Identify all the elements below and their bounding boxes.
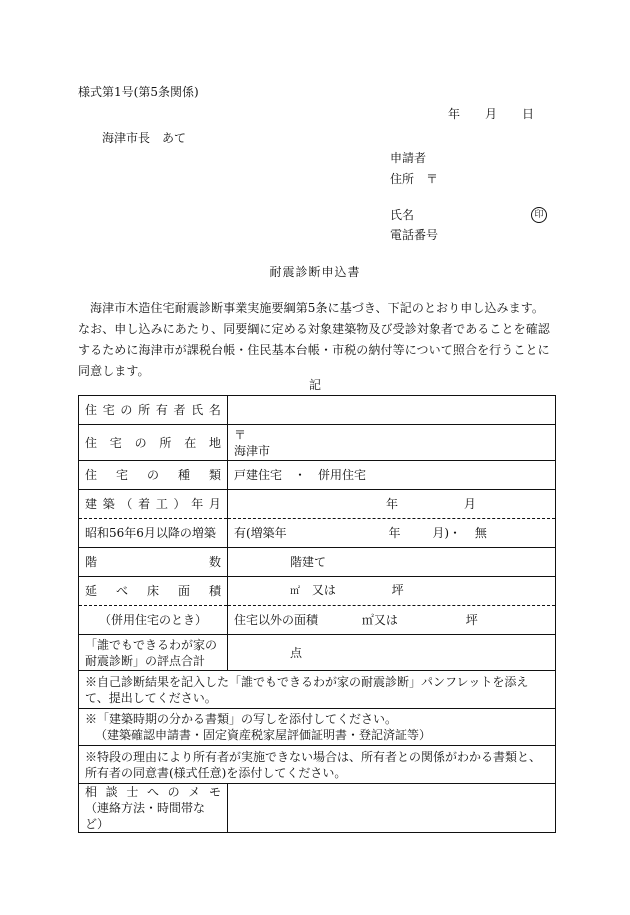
label-char: 面: [177, 584, 190, 598]
body-text: 海津市木造住宅耐震診断事業実施要綱第5条に基づき、下記のとおり申し込みます。なお、申し込みにあたり、同要綱に定める対象建築物及び受診対象者であることを確認するために海津市が課税台帳・住民基本台帳・市税の納付等について照合を行うことに同意します。: [78, 301, 550, 378]
label-char: 類: [208, 468, 221, 482]
mixed-label: （併用住宅のとき）: [79, 606, 228, 635]
row-note3: [79, 746, 556, 784]
applicant-postal-mark: 〒: [426, 172, 439, 186]
built-year-unit: 年: [386, 497, 399, 511]
score-value-cell[interactable]: [228, 635, 556, 671]
label-char: 宅: [115, 468, 128, 482]
application-table: [78, 395, 556, 833]
ki-heading: 記: [308, 378, 321, 392]
memo-label-line1: [85, 784, 221, 800]
label-char: 有: [155, 403, 168, 417]
owner-label-cell: [79, 396, 228, 425]
row-extension: [79, 519, 556, 548]
area-tsubo-unit: 坪: [391, 583, 404, 597]
built-label: [85, 496, 221, 512]
score-unit: 点: [290, 645, 303, 660]
label-char: へ: [146, 785, 159, 799]
name-label: 氏名: [390, 208, 415, 222]
mixed-value-cell[interactable]: [228, 606, 556, 635]
label-char: 着: [138, 497, 151, 511]
mixed-sqm-unit: ㎡又は: [361, 613, 398, 627]
label-char: 名: [208, 403, 221, 417]
label-char: メ: [188, 785, 201, 799]
date-month-label: 月: [485, 107, 498, 121]
label-char: の: [120, 403, 133, 417]
date-year-label: 年: [448, 107, 461, 121]
row-owner: [79, 396, 556, 425]
label-char: 延: [85, 584, 98, 598]
ext-value-cell[interactable]: [228, 519, 556, 548]
label-char: モ: [208, 785, 221, 799]
label-char: 住: [85, 435, 98, 450]
mixed-prefix: 住宅以外の面積: [234, 613, 319, 627]
score-label-line1: 「誰でもできるわが家の: [85, 637, 218, 652]
row-score: [79, 635, 556, 671]
row-note2: [79, 709, 556, 746]
label-char: 士: [126, 785, 139, 799]
applicant-label: 申請者: [390, 151, 427, 165]
built-month-unit: 月: [463, 497, 476, 511]
label-char: 種: [177, 468, 190, 482]
ext-month-unit: 月)・: [432, 526, 462, 540]
type-label-cell: [79, 461, 228, 490]
row-location: [79, 425, 556, 461]
ext-none: 無: [474, 526, 487, 540]
memo-value-cell[interactable]: [228, 784, 556, 833]
area-label-cell: [79, 577, 228, 606]
type-label: [85, 467, 221, 483]
label-char: 階: [85, 555, 98, 569]
ext-label: 昭和56年6月以降の増築: [79, 519, 228, 548]
memo-label-cell: [79, 784, 228, 833]
floors-label-cell: [79, 548, 228, 577]
label-char: の: [167, 785, 180, 799]
label-char: 住: [85, 468, 98, 482]
label-char: の: [134, 435, 147, 450]
note-2-line2: （建築確認申請書・固定資産税家屋評価証明書・登記済証等）: [95, 728, 432, 742]
note-1: ※自己診断結果を記入した「誰でもできるわが家の耐震診断」パンフレットを添えて、提出してください。: [79, 671, 556, 709]
location-label: [85, 435, 221, 451]
date-day-label: 日: [522, 107, 535, 121]
built-label-cell: [79, 490, 228, 519]
label-char: 相: [85, 785, 98, 799]
location-city: 海津市: [234, 443, 271, 458]
label-char: 月: [208, 497, 221, 511]
ext-year-unit: 年: [388, 526, 401, 540]
label-char: 床: [146, 584, 159, 598]
label-char: 工: [155, 497, 168, 511]
label-char: 積: [208, 584, 221, 598]
floors-unit: 階建て: [290, 555, 327, 569]
built-value-cell[interactable]: [228, 490, 556, 519]
label-char: ）: [173, 497, 186, 511]
label-char: 年: [191, 497, 204, 511]
document-title: 耐震診断申込書: [269, 265, 361, 279]
seal-mark: 印: [531, 207, 547, 223]
row-type: [79, 461, 556, 490]
location-label-cell: [79, 425, 228, 461]
memo-label-line2: （連絡方法・時間帯など）: [85, 801, 206, 831]
owner-value-cell[interactable]: [228, 396, 556, 425]
row-mixed-area: [79, 606, 556, 635]
label-char: （: [120, 497, 133, 511]
location-postal-mark: 〒: [234, 427, 247, 442]
note-2-line1: ※「建築時期の分かる書類」の写しを添付してください。: [85, 712, 398, 726]
ext-prefix: 有(増築年: [234, 526, 287, 540]
area-value-cell[interactable]: [228, 577, 556, 606]
label-char: 談: [105, 785, 118, 799]
owner-label: [85, 402, 221, 418]
floors-label: [85, 554, 221, 570]
area-label: [85, 583, 221, 599]
area-or: 又は: [311, 583, 336, 597]
score-label-line2: 耐震診断」の評点合計: [85, 653, 206, 668]
row-area: [79, 577, 556, 606]
area-sqm-unit: ㎡: [290, 586, 300, 597]
label-char: の: [146, 468, 159, 482]
score-label-cell: [79, 635, 228, 671]
label-char: 宅: [109, 435, 122, 450]
label-char: 氏: [191, 403, 204, 417]
label-char: 数: [208, 555, 221, 569]
label-char: 築: [102, 497, 115, 511]
row-note1: [79, 671, 556, 709]
addressee: 海津市長 あて: [102, 131, 187, 145]
row-floors: [79, 548, 556, 577]
type-value[interactable]: 戸建住宅 ・ 併用住宅: [228, 461, 556, 490]
label-char: 建: [85, 497, 98, 511]
note-3: ※特段の理由により所有者が実施できない場合は、所有者との関係がわかる書類と、所有者の同意書(様式任意)を添付してください。: [79, 746, 556, 784]
label-char: べ: [115, 584, 128, 598]
label-char: 者: [173, 403, 186, 417]
row-memo: [79, 784, 556, 833]
label-char: 在: [184, 435, 197, 450]
address-label: 住所: [390, 172, 415, 186]
label-char: 所: [159, 435, 172, 450]
floors-value-cell[interactable]: [228, 548, 556, 577]
label-char: 所: [138, 403, 151, 417]
mixed-tsubo-unit: 坪: [465, 613, 478, 627]
label-char: 宅: [102, 403, 115, 417]
note-2-cell: [79, 709, 556, 746]
label-char: 住: [85, 403, 98, 417]
label-char: 地: [208, 435, 221, 450]
phone-label: 電話番号: [390, 228, 439, 242]
form-code: 様式第1号(第5条関係): [78, 85, 199, 99]
location-value-cell[interactable]: [228, 425, 556, 461]
row-built: [79, 490, 556, 519]
